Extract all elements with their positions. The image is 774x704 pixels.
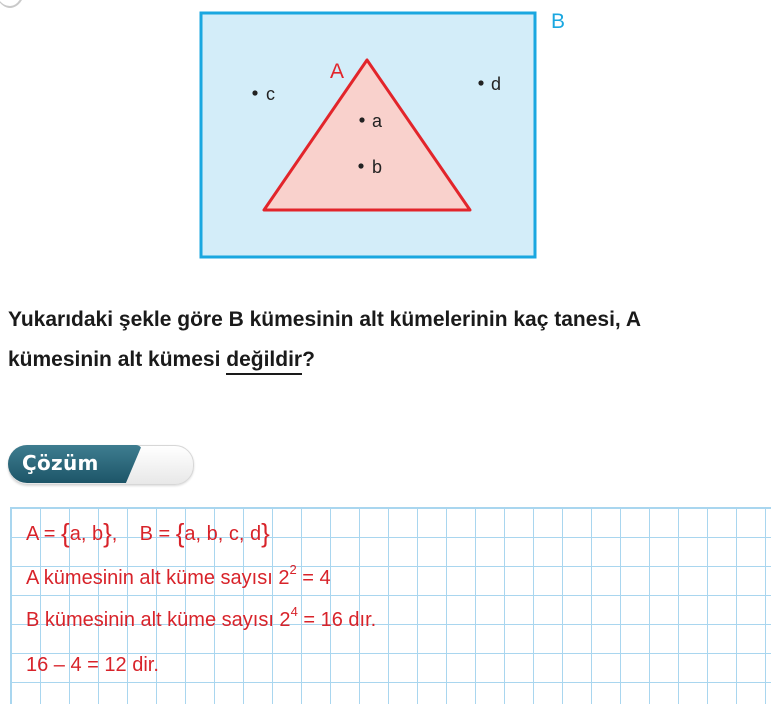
question-emphasis: değildir bbox=[226, 347, 302, 375]
question-line-2-prefix: kümesinin alt kümesi bbox=[8, 348, 227, 371]
set-A-prefix: A = bbox=[26, 523, 62, 545]
question-line-2 bbox=[8, 340, 770, 380]
question-line-1: Yukarıdaki şekle göre B kümesinin alt kümelerinin kaç tanesi, A bbox=[8, 308, 641, 331]
set-diagram bbox=[0, 0, 774, 300]
solution-label: Çözüm bbox=[22, 451, 99, 475]
element-a-label: a bbox=[372, 111, 383, 131]
element-d-label: d bbox=[491, 74, 502, 94]
element-c-label: c bbox=[266, 84, 275, 104]
line-3-text: B kümesinin alt küme sayısı 2 bbox=[26, 609, 291, 631]
line-4-text: 16 – 4 = 12 dir. bbox=[26, 654, 159, 676]
solution-line-3 bbox=[26, 604, 377, 632]
brace-open: { bbox=[175, 518, 185, 548]
line-2-text: A kümesinin alt küme sayısı 2 bbox=[26, 567, 290, 589]
element-b-dot bbox=[358, 163, 363, 168]
line-3-exponent: 4 bbox=[290, 604, 298, 619]
element-b-label: b bbox=[372, 157, 383, 177]
brace-close: } bbox=[103, 518, 112, 548]
solution-line-4 bbox=[26, 654, 159, 677]
line-3-result: = 16 dır. bbox=[297, 609, 377, 631]
set-B-prefix: B = bbox=[139, 523, 176, 545]
line-2-result: = 4 bbox=[296, 567, 331, 589]
brace-close: } bbox=[261, 518, 270, 548]
set-B-elements: a, b, c, d bbox=[184, 523, 262, 545]
set-A-label: A bbox=[330, 60, 345, 83]
set-A-elements: a, b bbox=[69, 523, 104, 545]
element-c-dot bbox=[252, 90, 257, 95]
separator: , bbox=[111, 523, 118, 545]
brace-open: { bbox=[61, 518, 70, 548]
solution-line-1 bbox=[26, 518, 270, 549]
question-line-2-suffix: ? bbox=[302, 348, 315, 371]
line-2-exponent: 2 bbox=[289, 562, 297, 577]
solution-line-2 bbox=[26, 562, 331, 590]
set-B-label: B bbox=[551, 10, 566, 33]
element-d-dot bbox=[478, 80, 483, 85]
question-text bbox=[8, 300, 770, 380]
element-a-dot bbox=[359, 117, 364, 122]
